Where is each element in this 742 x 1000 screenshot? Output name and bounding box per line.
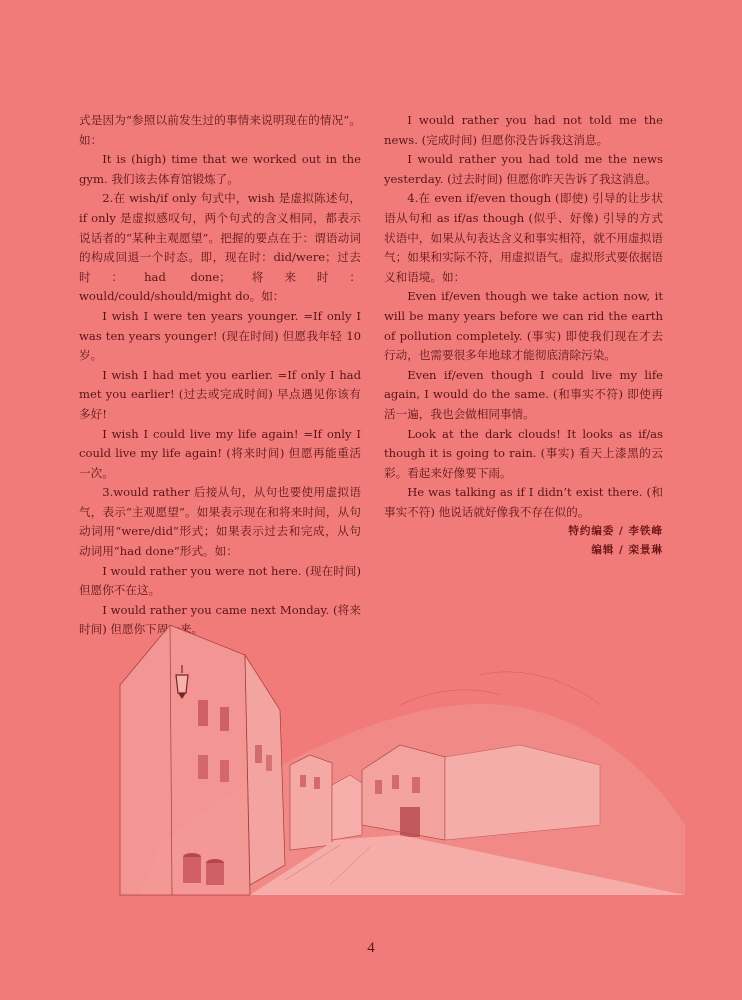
paragraph: He was talking as if I didn’t exist there. (和事实不符) 他说话就好像我不存在似的。 xyxy=(384,485,663,519)
paragraph: 式是因为“参照以前发生过的事情来说明现在的情况”。如： xyxy=(79,113,361,147)
compiler-credit: 编辑 / 栾景琳 xyxy=(591,544,663,557)
paragraph: I wish I could live my life again! =If only I could live my life again! (将来时间) 但愿再能重活一次。 xyxy=(79,426,361,480)
page-number: 4 xyxy=(367,940,375,956)
editor-credit: 特约编委 / 李铁峰 xyxy=(568,525,663,538)
right-column xyxy=(384,111,663,560)
paragraph: It is (high) time that we worked out in the gym. 我们该去体育馆锻炼了。 xyxy=(79,152,361,186)
paragraph: 4.在 even if/even though (即使) 引导的让步状语从句和 as if/as though (似乎、好像) 引导的方式状语中，如果从句表达含义和事实相符，就不用虚拟语气；如果和实际不符，用虚拟语气。虚拟形式要依据语义和语境。如： xyxy=(384,191,663,284)
left-column xyxy=(79,111,361,640)
street-illustration xyxy=(100,595,690,925)
paragraph: I would rather you had not told me the news. (完成时间) 但愿你没告诉我这消息。 xyxy=(384,113,663,147)
paragraph: Look at the dark clouds! It looks as if/as though it is going to rain. (事实) 看天上漆黑的云彩。看起来好像要下雨。 xyxy=(384,426,663,480)
paragraph: 2.在 wish/if only 句式中，wish 是虚拟陈述句，if only 是虚拟感叹句，两个句式的含义相同，都表示说话者的“某种主观愿望”。把握的要点在于：谓语动词的构成回退一个时态。即，现在时：did/were；过去时：had done；将来时：would/could/should/might do。如： xyxy=(79,191,361,304)
paragraph: 3.would rather 后接从句，从句也要使用虚拟语气，表示“主观愿望”。如果表示现在和将来时间，从句动词用“were/did”形式；如果表示过去和完成，从句动词用“had done”形式。如： xyxy=(79,485,361,559)
paragraph: I wish I had met you earlier. =If only I had met you earlier! (过去或完成时间) 早点遇见你该有多好! xyxy=(79,367,361,421)
paragraph: I would rather you came next Monday. (将来时间) 但愿你下周一来。 xyxy=(79,602,361,637)
paragraph: I wish I were ten years younger. =If only I was ten years younger! (现在时间) 但愿我年轻 10 岁。 xyxy=(79,308,361,363)
paragraph: Even if/even though I could live my life again, I would do the same. (和事实不符) 即使再活一遍，我也会做相同事情。 xyxy=(384,367,663,421)
paragraph: I would rather you had told me the news yesterday. (过去时间) 但愿你昨天告诉了我这消息。 xyxy=(384,152,663,186)
paragraph: I would rather you were not here. (现在时间) 但愿你不在这。 xyxy=(79,563,361,598)
paragraph: Even if/even though we take action now, it will be many years before we can rid the earth of pollution completely. (事实) 即使我们现在才去行动，也需要很多年地球才能彻底清除污染。 xyxy=(384,289,663,363)
